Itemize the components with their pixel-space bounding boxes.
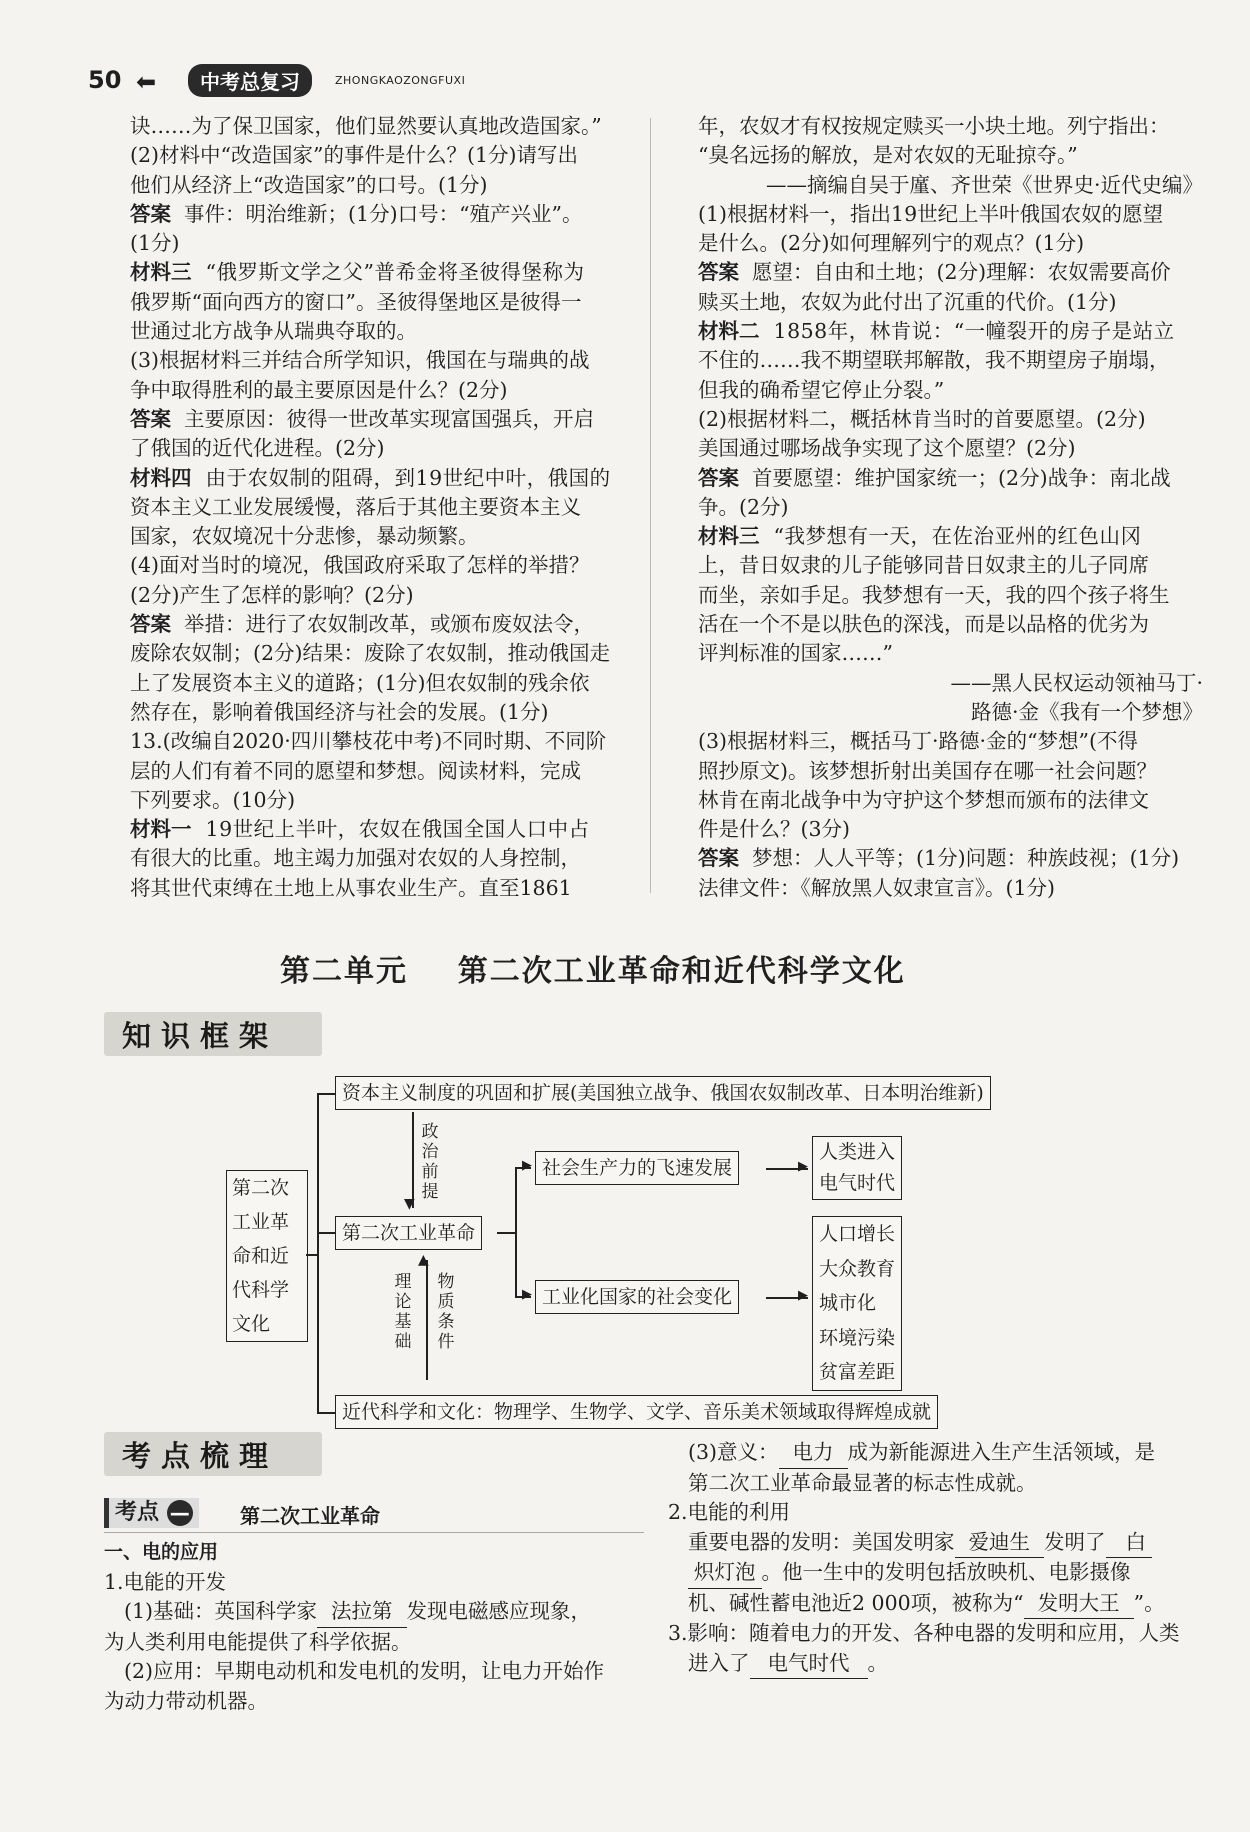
paragraph: 第二次工业革命最显著的标志性成就。	[688, 1470, 1037, 1495]
text-line: 林肯在南北战争中为守护这个梦想而颁布的法律文	[698, 787, 1149, 812]
line-text: 愿望：自由和土地；(2分)理解：农奴需要高价	[739, 260, 1171, 285]
change-item: 城市化	[819, 1292, 877, 1314]
section-review	[104, 1432, 322, 1476]
left-column	[130, 112, 635, 903]
text-line: ——黑人民权运动领袖马丁·	[950, 670, 1203, 695]
text-line	[130, 815, 635, 844]
arrow-right-icon: ▶	[798, 1288, 808, 1303]
text-line: 废除农奴制；(2分)结果：废除了农奴制，推动俄国走	[130, 641, 611, 666]
text: 机、碱性蓄电池近2 000项，被称为“	[688, 1590, 1024, 1615]
text-line: (2)根据材料二，概括林肯当时的首要愿望。(2分)	[698, 406, 1146, 431]
heading: 一、电的应用	[104, 1541, 219, 1563]
blank-answer: 发明大王	[1024, 1589, 1134, 1620]
connector	[515, 1167, 517, 1297]
text-line: 照抄原文)。该梦想折射出美国存在哪一社会问题？	[698, 758, 1157, 783]
arrow-up-icon: ▲	[418, 1252, 429, 1268]
text-line	[698, 522, 1203, 551]
root-line: 命和近	[232, 1245, 290, 1267]
text-line: 诀……为了保卫国家，他们显然要认真地改造国家。”	[130, 114, 602, 138]
text-line	[130, 464, 635, 493]
line-label: 材料二	[698, 319, 760, 344]
text: 重要电器的发明：美国发明家	[688, 1529, 955, 1554]
line-label: 答案	[698, 260, 739, 285]
line-text: 19世纪上半叶，农奴在俄国全国人口中占	[191, 817, 590, 842]
subheading: 2.电能的利用	[668, 1500, 791, 1524]
section-title: 考点梳理	[122, 1439, 279, 1473]
text-line: 资本主义工业发展缓慢，落后于其他主要资本主义	[130, 494, 581, 519]
text-line	[698, 844, 1203, 873]
text-line: (2)材料中“改造国家”的事件是什么？(1分)请写出	[130, 143, 579, 168]
text-line: 不住的……我不期望联邦解散，我不期望房子崩塌，	[698, 348, 1170, 373]
framework-productivity: 社会生产力的飞速发展	[535, 1151, 739, 1185]
text: 进入了	[688, 1650, 750, 1675]
text-line: 国家，农奴境况十分悲惨，暴动频繁。	[130, 524, 479, 549]
electric-line: 人类进入	[819, 1141, 896, 1163]
label-political: 政治前提	[421, 1122, 439, 1202]
point-badge	[104, 1498, 199, 1528]
text-line: 件是什么？(3分)	[698, 817, 851, 842]
line-label: 材料一	[130, 817, 192, 842]
right-column	[698, 112, 1203, 903]
text-line: 赎买土地，农奴为此付出了沉重的代价。(1分)	[698, 289, 1117, 314]
point-title: 第二次工业革命	[240, 1504, 380, 1528]
paragraph	[668, 1589, 1193, 1620]
arrow-down-icon: ▼	[404, 1196, 415, 1212]
section-knowledge-framework	[104, 1012, 322, 1056]
framework-middle: 第二次工业革命	[335, 1216, 482, 1250]
framework-social-change: 工业化国家的社会变化	[535, 1280, 739, 1314]
text: 。	[867, 1650, 888, 1675]
line-label: 答案	[130, 612, 171, 637]
header-badge: 中考总复习	[188, 64, 312, 97]
text-line: 13.(改编自2020·四川攀枝花中考)不同时期、不同阶	[130, 729, 607, 754]
text-line: 法律文件：《解放黑人奴隶宣言》。(1分)	[698, 875, 1056, 900]
text-line: (1)根据材料一，指出19世纪上半叶俄国农奴的愿望	[698, 201, 1164, 226]
text: ”。	[1133, 1590, 1165, 1615]
text-line: 而坐，亲如手足。我梦想有一天，我的四个孩子将生	[698, 582, 1170, 607]
framework-top: 资本主义制度的巩固和扩展(美国独立战争、俄国农奴制改革、日本明治维新)	[335, 1076, 991, 1110]
line-label: 答案	[698, 465, 739, 490]
blank-answer: 法拉第	[317, 1597, 407, 1628]
text: (1)基础：英国科学家	[124, 1599, 318, 1623]
text-line: 层的人们有着不同的愿望和梦想。阅读材料，完成	[130, 758, 581, 783]
lower-right	[668, 1438, 1193, 1679]
text-line: 上，昔日奴隶的儿子能够同昔日奴隶主的儿子同席	[698, 553, 1149, 578]
text-line: 路德·金《我有一个梦想》	[970, 699, 1203, 724]
text-line: 争。(2分)	[698, 494, 789, 519]
line-text: 事件：明治维新；(1分)口号：“殖产兴业”。	[171, 201, 583, 226]
line-text: 举措：进行了农奴制改革，或颁布废奴法令，	[171, 612, 595, 637]
arrow-political	[412, 1112, 414, 1208]
text-line: (2分)产生了怎样的影响？(2分)	[130, 582, 414, 607]
lower-left	[104, 1538, 634, 1716]
line-label: 答案	[130, 201, 171, 226]
electric-line: 电气时代	[819, 1172, 896, 1194]
text-line	[130, 258, 635, 287]
paragraph	[668, 1438, 1193, 1469]
blank-answer: 电力	[779, 1438, 848, 1469]
text-line: (3)根据材料三，概括马丁·路德·金的“梦想”(不得	[698, 729, 1139, 754]
line-label: 材料三	[130, 260, 192, 285]
label-theory: 理论基础	[394, 1272, 412, 1352]
line-label: 材料四	[130, 465, 192, 490]
framework-changes	[812, 1216, 902, 1391]
text-line: 美国通过哪场战争实现了这个愿望？(2分)	[698, 436, 1076, 461]
line-text: 主要原因：彼得一世改革实现富国强兵，开启	[171, 406, 595, 431]
change-item: 大众教育	[819, 1257, 896, 1280]
root-line: 文化	[232, 1313, 271, 1335]
text-line: ——摘编自吴于廑、齐世荣《世界史·近代史编》	[765, 172, 1203, 197]
text-line	[698, 258, 1203, 287]
text-line	[698, 317, 1203, 346]
line-label: 答案	[698, 846, 739, 871]
text-line: 上了发展资本主义的道路；(1分)但农奴制的残余依	[130, 670, 590, 695]
paragraph	[668, 1649, 1193, 1680]
change-item: 环境污染	[819, 1326, 896, 1349]
blank-answer: 电气时代	[750, 1649, 868, 1680]
framework-electric-age	[812, 1136, 902, 1200]
arrow-right-icon: ▶	[798, 1159, 808, 1174]
text-line: 俄罗斯“面向西方的窗口”。圣彼得堡地区是彼得一	[130, 289, 582, 314]
section-title: 知识框架	[122, 1019, 279, 1053]
paragraph: 为人类利用电能提供了科学依据。	[104, 1629, 412, 1654]
blank-answer: 炽灯泡	[688, 1558, 762, 1589]
arrow-right-icon: ▶	[522, 1287, 532, 1302]
framework-root	[226, 1170, 308, 1342]
root-line: 第二次	[232, 1177, 290, 1199]
blank-answer: 白	[1106, 1528, 1153, 1559]
number-one-icon: —	[167, 1500, 193, 1526]
text-line: (1分)	[130, 231, 180, 256]
text-line: 有很大的比重。地主竭力加强对农奴的人身控制，	[130, 846, 581, 871]
line-text: “我梦想有一天，在佐治亚州的红色山冈	[759, 524, 1142, 549]
text-line: 将其世代束缚在土地上从事农业生产。直至1861	[130, 875, 572, 900]
text-line: 世通过北方战争从瑞典夺取的。	[130, 319, 417, 344]
connector	[317, 1093, 335, 1095]
text-line: (4)面对当时的境况，俄国政府采取了怎样的举措？	[130, 553, 590, 578]
text-line: 然存在，影响着俄国经济与社会的发展。(1分)	[130, 699, 549, 724]
text-line: 了俄国的近代化进程。(2分)	[130, 436, 385, 461]
line-text: 梦想：人人平等；(1分)问题：种族歧视；(1分)	[739, 846, 1180, 871]
text: 成为新能源进入生产生活领域，是	[847, 1440, 1156, 1464]
connector	[497, 1232, 515, 1234]
text-line	[130, 610, 635, 639]
paragraph	[668, 1558, 1193, 1589]
text: 。他一生中的发明包括放映机、电影摄像	[761, 1560, 1131, 1584]
change-item: 贫富差距	[819, 1361, 896, 1383]
connector	[317, 1412, 335, 1414]
text-line	[130, 200, 635, 229]
label-material: 物质条件	[437, 1272, 455, 1352]
text-line	[130, 405, 635, 434]
text-line: 年，农奴才有权按规定赎买一小块土地。列宁指出：	[698, 114, 1170, 138]
text-line	[698, 464, 1203, 493]
back-arrow-icon: ⬅	[136, 68, 157, 96]
line-text: 由于农奴制的阻碍，到19世纪中叶，俄国的	[191, 465, 611, 490]
paragraph: 为动力带动机器。	[104, 1688, 268, 1713]
text: 发现电磁感应现象，	[406, 1599, 592, 1623]
point-badge-label: 考点	[115, 1500, 160, 1525]
header-pinyin: ZHONGKAOZONGFUXI	[335, 74, 466, 87]
root-line: 代科学	[232, 1279, 290, 1301]
text-line: 但我的确希望它停止分裂。”	[698, 377, 945, 402]
column-divider	[650, 118, 651, 893]
text: (3)意义：	[688, 1440, 779, 1464]
arrow-theory	[426, 1260, 428, 1380]
blank-answer: 爱迪生	[955, 1528, 1045, 1559]
connector	[317, 1093, 319, 1413]
page-number: 50	[88, 66, 122, 94]
paragraph	[668, 1528, 1193, 1559]
line-label: 答案	[130, 406, 171, 431]
root-line: 工业革	[232, 1211, 290, 1233]
arrow-right-icon: ▶	[522, 1158, 532, 1173]
text: 发明了	[1044, 1529, 1106, 1554]
paragraph: (2)应用：早期电动机和发电机的发明，让电力开始作	[124, 1659, 605, 1683]
text-line: 是什么。(2分)如何理解列宁的观点？(1分)	[698, 231, 1085, 256]
line-label: 材料三	[698, 524, 760, 549]
unit-title: 第二单元 第二次工业革命和近代科学文化	[280, 954, 906, 989]
text-line: (3)根据材料三并结合所学知识，俄国在与瑞典的战	[130, 348, 590, 373]
framework-bottom: 近代科学和文化：物理学、生物学、文学、音乐美术领域取得辉煌成就	[335, 1395, 938, 1429]
text-line: 下列要求。(10分)	[130, 787, 296, 812]
subheading: 3.影响：随着电力的开发、各种电器的发明和应用，人类	[668, 1621, 1180, 1645]
text-line: 活在一个不是以肤色的深浅，而是以品格的优劣为	[698, 612, 1149, 637]
text-line: “臭名远扬的解放，是对农奴的无耻掠夺。”	[698, 143, 1078, 168]
point-header	[104, 1496, 644, 1533]
text-line: 争中取得胜利的最主要原因是什么？(2分)	[130, 377, 508, 402]
paragraph	[104, 1597, 634, 1628]
text-line: 他们从经济上“改造国家”的口号。(1分)	[130, 172, 488, 197]
change-item: 人口增长	[819, 1223, 896, 1245]
line-text: “俄罗斯文学之父”普希金将圣彼得堡称为	[191, 260, 585, 285]
connector	[317, 1232, 335, 1234]
line-text: 首要愿望：维护国家统一；(2分)战争：南北战	[739, 465, 1171, 490]
subheading: 1.电能的开发	[104, 1569, 227, 1594]
line-text: 1858年，林肯说：“一幢裂开的房子是站立	[759, 319, 1175, 344]
text-line: 评判标准的国家……”	[698, 641, 893, 666]
